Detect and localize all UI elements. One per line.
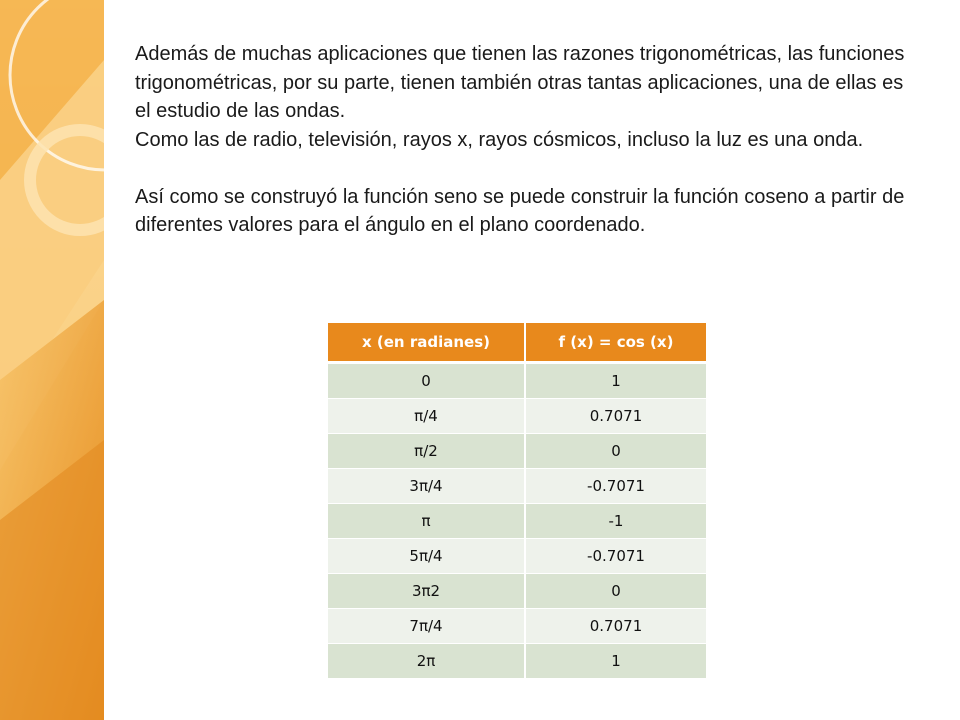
header-f-cos: f (x) = cos (x): [526, 323, 706, 361]
table-row: [328, 398, 706, 433]
paragraph-coseno: Así como se construyó la función seno se puede construir la función coseno a partir de diferentes valores para el ángulo en el plano coordenado.: [135, 185, 905, 236]
table-row: [328, 538, 706, 573]
cell-x: 5π/4: [328, 538, 526, 573]
header-x-radians: x (en radianes): [328, 323, 526, 361]
cell-cos: 0: [526, 573, 706, 608]
decorative-sidebar: [0, 0, 110, 720]
cell-x: π: [328, 503, 526, 538]
cell-cos: 1: [526, 643, 706, 678]
table-row: [328, 503, 706, 538]
cell-x: 3π2: [328, 573, 526, 608]
cell-x: 3π/4: [328, 468, 526, 503]
cell-cos: -0.7071: [526, 468, 706, 503]
table-row: [328, 643, 706, 678]
table-row: [328, 468, 706, 503]
paragraph-gap: [135, 154, 905, 183]
table-row: [328, 573, 706, 608]
cell-x: π/4: [328, 398, 526, 433]
sidebar-divider: [104, 0, 110, 720]
paragraph-ondas: Además de muchas aplicaciones que tienen las razones trigonométricas, las funciones trigonométricas, por su parte, tienen también otras tantas aplicaciones, una de ellas es el estudio de las ondas.: [135, 43, 905, 122]
cell-x: π/2: [328, 433, 526, 468]
cell-x: 0: [328, 361, 526, 398]
table-row: [328, 433, 706, 468]
cell-x: 7π/4: [328, 608, 526, 643]
table-header-row: [328, 323, 706, 361]
cell-cos: -1: [526, 503, 706, 538]
table-row: [328, 608, 706, 643]
cell-cos: 0.7071: [526, 608, 706, 643]
cell-x: 2π: [328, 643, 526, 678]
cell-cos: 1: [526, 361, 706, 398]
cell-cos: -0.7071: [526, 538, 706, 573]
cosine-values-table: [328, 323, 706, 678]
body-text: [135, 40, 905, 240]
paragraph-radio: Como las de radio, televisión, rayos x, rayos cósmicos, incluso la luz es una onda.: [135, 128, 864, 151]
cell-cos: 0: [526, 433, 706, 468]
table-row: [328, 361, 706, 398]
cell-cos: 0.7071: [526, 398, 706, 433]
